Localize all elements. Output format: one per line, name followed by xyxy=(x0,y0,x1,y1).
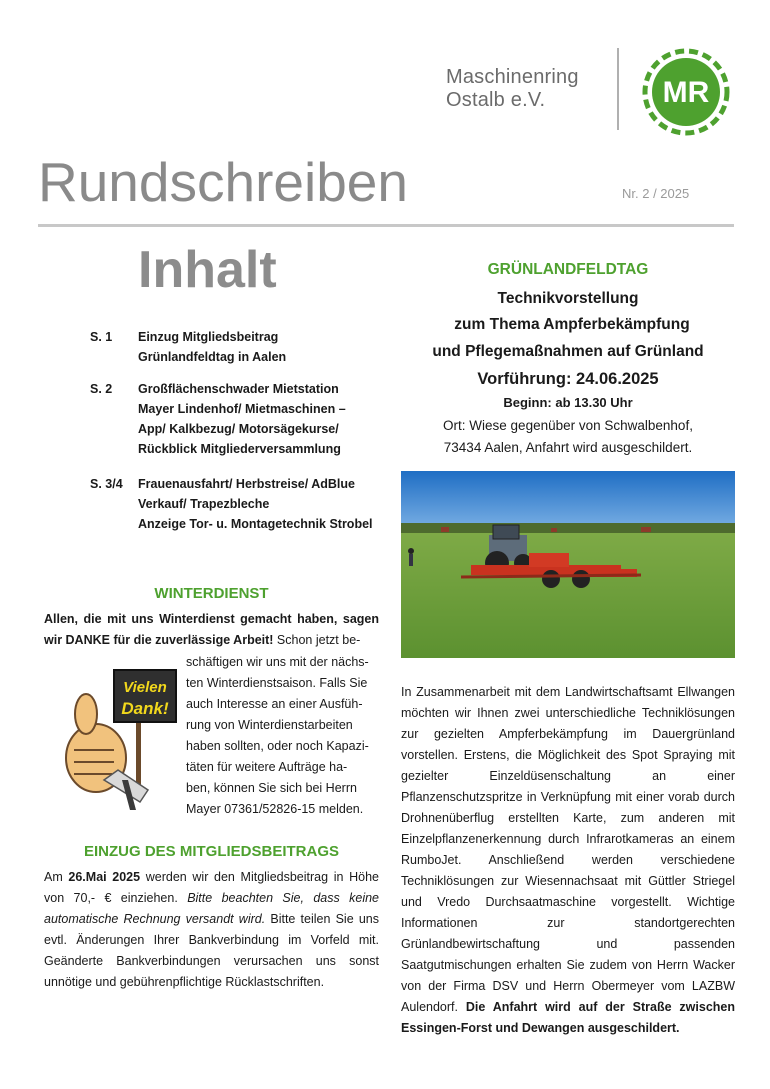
winterdienst-heading: WINTERDIENST xyxy=(154,585,269,602)
feldtag-date: Vorführung: 24.06.2025 xyxy=(477,370,659,388)
organization-name xyxy=(446,66,616,112)
field-photo xyxy=(401,471,735,658)
winterdienst-line: ten Winterdienstsaison. Falls Sie xyxy=(186,676,368,690)
winterdienst-body xyxy=(186,652,380,820)
winterdienst-line: rung von Winterdienstarbeiten xyxy=(186,718,353,732)
toc-page-1: S. 1 xyxy=(90,330,113,344)
toc-line: Anzeige Tor- u. Montagetechnik Strobel xyxy=(138,517,373,531)
toc-line: Rückblick Mitgliederversammlung xyxy=(138,442,341,456)
winterdienst-line: haben sollten, oder noch Kapazi- xyxy=(186,739,369,753)
beitrag-body xyxy=(44,867,379,993)
feldtag-location-line: 73434 Aalen, Anfahrt wird ausgeschildert. xyxy=(443,440,693,455)
feldtag-begin: Beginn: ab 13.30 Uhr xyxy=(503,395,633,410)
toc-page-3: S. 3/4 xyxy=(90,477,123,491)
winterdienst-thanks: Allen, die mit uns Winterdienst gemacht haben, sagen wir DANKE für die zuverlässige Arbeit! xyxy=(44,612,379,647)
toc-line: Mayer Lindenhof/ Mietmaschinen – xyxy=(138,402,346,416)
feldtag-body-text: In Zusammenarbeit mit dem Landwirtschaftsamt Ellwangen möchten wir Ihnen zwei unterschiedliche Techniklösungen zur gezielten Ampferbekämpfung im Dauergrünland vorstellen. Erstens, die Möglichkeit des Spot Spraying mit gezielter Einzeldüsenschaltung an einer Pflanzenschutzspritze in Verknüpfung mit einer vorab durch Drohnenüberflug erstellten Karte, zum anderen mit Einzelpflanzenerkennung durch Infrarotkameras an einem RumboJet. Anschließend werden verschiedene Techniklösungen zur Wiesennachsaat mit Güttler Striegel und Vredo Durchsaatmaschine vorgestellt. Wichtige Informationen zur standortgerechten Grünlandbewirtschaftung und passenden Saatgutmischungen erhalten Sie zudem von Herrn Wacker von der Firma DSV und Herrn Obermeyer vom LAZBW Aulendorf. xyxy=(401,685,735,1014)
sign-text-2: Dank! xyxy=(121,699,169,718)
beitrag-date: 26.Mai 2025 xyxy=(68,870,141,884)
beitrag-text-3: Bitte teilen Sie uns evtl. Änderungen Ihrer Bankverbindung im Vorfeld mit. Geänderte Bankverbindungen verursachen uns sonst unnötige und gebührenpflichtige Rücklastschriften. xyxy=(44,912,379,989)
sign-text-1: Vielen xyxy=(123,679,167,696)
toc-line: Grünlandfeldtag in Aalen xyxy=(138,350,287,364)
org-name-line2: Ostalb e.V. xyxy=(446,89,546,111)
logo-text: MR xyxy=(662,76,710,109)
feldtag-heading: GRÜNLANDFELDTAG xyxy=(487,261,649,278)
feldtag-line3: und Pflegemaßnahmen auf Grünland xyxy=(432,343,704,360)
toc-line: Frauenausfahrt/ Herbstreise/ AdBlue xyxy=(138,477,355,491)
feldtag-line1: Technikvorstellung xyxy=(497,290,639,307)
beitrag-note: Bitte beachten Sie, dass keine automatische Rechnung versandt wird. xyxy=(44,891,379,926)
toc-entry-3 xyxy=(138,474,373,534)
toc-line: Verkauf/ Trapezbleche xyxy=(138,497,270,511)
feldtag-location xyxy=(401,415,735,459)
mr-logo xyxy=(640,46,732,138)
winterdienst-line: Mayer 07361/52826-15 melden. xyxy=(186,802,364,816)
feldtag-body xyxy=(401,682,735,1039)
toc-page-2: S. 2 xyxy=(90,382,113,396)
winterdienst-line: ben, können Sie sich bei Herrn xyxy=(186,781,357,795)
feldtag-directions: Die Anfahrt wird auf der Straße zwischen Essingen-Forst und Dewangen ausgeschildert. xyxy=(401,1000,735,1035)
feldtag-location-line: Ort: Wiese gegenüber von Schwalbenhof, xyxy=(443,418,693,433)
toc-line: Einzug Mitgliedsbeitrag xyxy=(138,330,279,344)
winterdienst-line: auch Interesse an einer Ausfüh- xyxy=(186,697,363,711)
toc-line: Großflächenschwader Mietstation xyxy=(138,382,339,396)
winterdienst-line: täten für weitere Aufträge ha- xyxy=(186,760,348,774)
toc-heading: Inhalt xyxy=(138,241,277,299)
winterdienst-line: schäftigen wir uns mit der nächs- xyxy=(186,655,369,669)
toc-entry-2 xyxy=(138,379,346,459)
vielen-dank-illustration xyxy=(44,662,180,812)
beitrag-text-2: werden wir den Mitgliedsbeitrag in Höhe von 70,- € einziehen. xyxy=(44,870,379,905)
beitrag-text-1: Am xyxy=(44,870,69,884)
toc-line: App/ Kalkbezug/ Motorsägekurse/ xyxy=(138,422,339,436)
winterdienst-intro-rest: Schon jetzt be- xyxy=(273,633,361,647)
page-title: Rundschreiben xyxy=(38,151,408,213)
toc-entry-1 xyxy=(138,327,286,367)
header-divider xyxy=(617,48,619,130)
feldtag-line2: zum Thema Ampferbekämpfung xyxy=(454,316,690,333)
title-rule xyxy=(38,224,734,227)
issue-number: Nr. 2 / 2025 xyxy=(622,186,690,201)
org-name-line1: Maschinenring xyxy=(446,66,579,88)
winterdienst-intro xyxy=(44,609,379,651)
beitrag-heading: EINZUG DES MITGLIEDSBEITRAGS xyxy=(83,843,339,860)
